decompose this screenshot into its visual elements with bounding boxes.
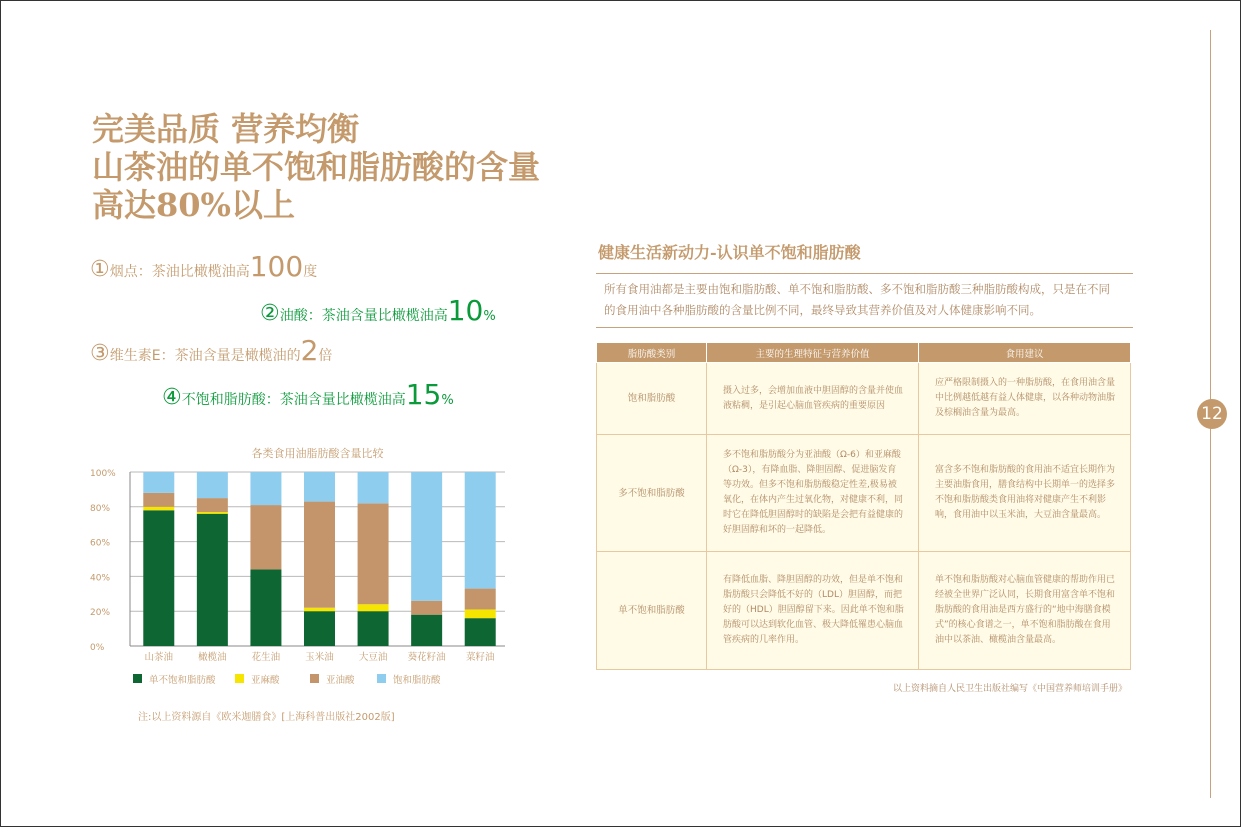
point-unit: 倍 bbox=[318, 348, 333, 364]
bar-segment bbox=[465, 618, 496, 646]
point-value: 2 bbox=[300, 334, 319, 367]
table-row bbox=[597, 552, 1131, 670]
legend-label: 亚油酸 bbox=[326, 675, 355, 686]
table-header-category: 脂肪酸类别 bbox=[597, 343, 707, 363]
table-source-note: 以上资料摘自人民卫生出版社编写《中国营养师培训手册》 bbox=[893, 684, 1128, 694]
bar-segment bbox=[197, 472, 228, 498]
point-marker: ③ bbox=[90, 341, 110, 366]
fatty-acid-table bbox=[596, 342, 1131, 670]
x-tick-label: 大豆油 bbox=[358, 652, 388, 663]
bar-segment bbox=[197, 512, 228, 514]
point-text: 不饱和脂肪酸：茶油含量比橄榄油高 bbox=[181, 392, 406, 408]
y-tick-label: 100% bbox=[90, 469, 116, 479]
section-title: 健康生活新动力-认识单不饱和脂肪酸 bbox=[598, 243, 861, 262]
point-marker: ④ bbox=[162, 385, 182, 410]
point-value: 10 bbox=[447, 294, 484, 327]
title-line-2: 山茶油的单不饱和脂肪酸的含量 bbox=[92, 148, 541, 186]
x-tick-label: 山茶油 bbox=[144, 652, 174, 663]
table-cell-feature: 摄入过多，会增加血液中胆固醇的含量并使血液粘稠，是引起心脑血管疾病的重要原因 bbox=[707, 363, 919, 435]
legend-label: 亚麻酸 bbox=[251, 675, 280, 686]
divider bbox=[596, 273, 1133, 274]
point-smoke-point bbox=[90, 250, 317, 283]
table-header-row bbox=[597, 343, 1131, 363]
bar-segment bbox=[465, 472, 496, 589]
table-cell-advice: 应严格限制摄入的一种脂肪酸，在食用油含量中比例越低越有益人体健康，以各种动物油脂及棕榈油含量为最高。 bbox=[919, 363, 1131, 435]
y-tick-label: 0% bbox=[90, 643, 105, 653]
point-text: 烟点：茶油比橄榄油高 bbox=[109, 264, 250, 280]
y-tick-label: 80% bbox=[90, 503, 111, 514]
point-marker: ① bbox=[90, 257, 110, 282]
title-line-1: 完美品质 营养均衡 bbox=[92, 110, 360, 148]
bar-segment bbox=[358, 604, 389, 611]
y-tick-label: 20% bbox=[90, 608, 111, 619]
point-value: 100 bbox=[249, 250, 304, 283]
bar-segment bbox=[143, 472, 174, 493]
table-cell-feature: 有降低血脂、降胆固醇的功效，但是单不饱和脂肪酸只会降低不好的（LDL）胆固醇，而把好的（HDL）胆固醇留下来。因此单不饱和脂肪酸可以达到软化血管、极大降低罹患心脑血管疾病的几率作用。 bbox=[707, 552, 919, 670]
bar-segment bbox=[143, 493, 174, 507]
bar-segment bbox=[358, 472, 389, 503]
x-tick-label: 花生油 bbox=[251, 652, 281, 663]
bar-segment bbox=[197, 498, 228, 512]
point-vitamin-e bbox=[90, 334, 332, 367]
y-tick-label: 60% bbox=[90, 538, 111, 549]
bar-segment bbox=[358, 503, 389, 604]
legend-swatch bbox=[133, 674, 142, 683]
point-unsaturated-fat bbox=[162, 378, 454, 411]
fatty-acid-chart bbox=[85, 440, 515, 730]
table-cell-category: 多不饱和脂肪酸 bbox=[597, 435, 707, 552]
bar-segment bbox=[143, 507, 174, 510]
point-text: 维生素E：茶油含量是橄榄油的 bbox=[109, 348, 301, 364]
legend-label: 单不饱和脂肪酸 bbox=[149, 675, 216, 686]
legend-label: 饱和脂肪酸 bbox=[393, 675, 441, 686]
bar-segment bbox=[411, 615, 442, 646]
section-intro bbox=[604, 279, 1134, 321]
table-cell-advice: 单不饱和脂肪酸对心脑血管健康的帮助作用已经被全世界广泛认同，长期食用富含单不饱和脂肪酸的食用油是西方盛行的“地中海膳食模式”的核心食谱之一，单不饱和脂肪酸在食用油中以茶油、橄榄油含量最高。 bbox=[919, 552, 1131, 670]
x-tick-label: 玉米油 bbox=[305, 652, 334, 663]
x-tick-label: 橄榄油 bbox=[198, 652, 227, 663]
bar-segment bbox=[250, 569, 281, 646]
table-header-advice: 食用建议 bbox=[919, 343, 1131, 363]
legend-swatch bbox=[235, 674, 244, 683]
chart-source-note: 注:以上资料源自《欧米迦膳食》[上海科普出版社2002版] bbox=[138, 712, 395, 723]
bar-segment bbox=[143, 510, 174, 646]
table-header-feature: 主要的生理特征与营养价值 bbox=[707, 343, 919, 363]
legend-swatch bbox=[377, 674, 386, 683]
bar-segment bbox=[411, 601, 442, 615]
bar-segment bbox=[250, 505, 281, 569]
point-unit: 度 bbox=[303, 264, 318, 280]
point-unit: % bbox=[441, 393, 454, 408]
legend-swatch bbox=[310, 674, 319, 683]
bar-segment bbox=[250, 472, 281, 505]
table-cell-advice: 富含多不饱和脂肪酸的食用油不适宜长期作为主要油脂食用，膳食结构中长期单一的选择多不饱和脂肪酸类食用油将对健康产生不利影响，食用油中以玉米油，大豆油含量最高。 bbox=[919, 435, 1131, 552]
bar-segment bbox=[304, 608, 335, 611]
bar-segment bbox=[411, 472, 442, 601]
y-tick-label: 40% bbox=[90, 573, 111, 584]
bar-segment bbox=[465, 589, 496, 610]
intro-line-1: 所有食用油都是主要由饱和脂肪酸、单不饱和脂肪酸、多不饱和脂肪酸三种脂肪酸构成，只是在不同 bbox=[604, 282, 1110, 296]
point-value: 15 bbox=[405, 378, 442, 411]
bar-segment bbox=[304, 611, 335, 646]
x-tick-label: 葵花籽油 bbox=[407, 652, 446, 663]
bar-segment bbox=[465, 609, 496, 618]
bar-segment bbox=[304, 472, 335, 502]
chart-svg bbox=[85, 440, 515, 700]
table-row bbox=[597, 363, 1131, 435]
intro-line-2: 的食用油中各种脂肪酸的含量比例不同，最终导致其营养价值及对人体健康影响不同。 bbox=[604, 303, 1041, 317]
bar-segment bbox=[197, 514, 228, 646]
table-cell-feature: 多不饱和脂肪酸分为亚油酸（Ω-6）和亚麻酸（Ω-3），有降血脂、降胆固醇、促进脑发育等功效。但多不饱和脂肪酸稳定性差,极易被氧化，在体内产生过氧化物，对健康不利，同时它在降低胆固醇时的缺陷是会把有益健康的好胆固醇和坏的一起降低。 bbox=[707, 435, 919, 552]
x-tick-label: 菜籽油 bbox=[465, 652, 495, 663]
point-oleic-acid bbox=[260, 294, 496, 327]
table-row bbox=[597, 435, 1131, 552]
page-title bbox=[92, 110, 540, 224]
point-marker: ② bbox=[260, 301, 280, 326]
bar-segment bbox=[304, 502, 335, 608]
point-unit: % bbox=[483, 309, 496, 324]
page-number-badge: 12 bbox=[1197, 399, 1227, 429]
divider bbox=[596, 327, 1133, 328]
bar-segment bbox=[358, 611, 389, 646]
table-cell-category: 饱和脂肪酸 bbox=[597, 363, 707, 435]
title-line-3: 高达80%以上 bbox=[92, 186, 295, 224]
point-text: 油酸：茶油含量比橄榄油高 bbox=[279, 308, 448, 324]
chart-title: 各类食用油脂肪酸含量比较 bbox=[251, 447, 384, 460]
table-cell-category: 单不饱和脂肪酸 bbox=[597, 552, 707, 670]
